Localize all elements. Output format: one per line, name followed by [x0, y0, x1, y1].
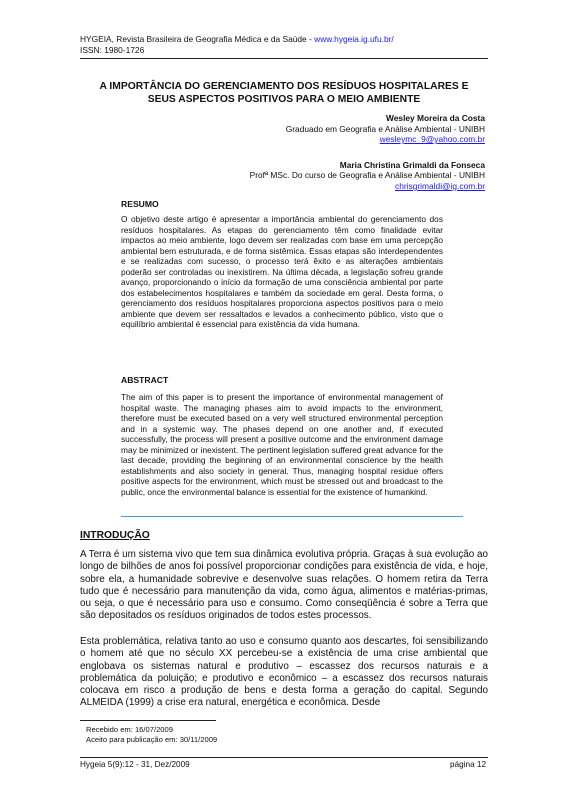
resumo-text: O objetivo deste artigo é apresentar a importância ambiental do gerenciamento dos resíduos hospitalares. As etapas do gerenciamento têm como finalidade evitar impactos ao meio ambiente, logo devem ser realizadas com base em uma percepção ambiental bem estruturada, e de forma sistêmica. Essas etapas são interdependentes e se realizadas com sucesso, o processo terá êxito e as alterações ambientais poderão ser controladas ou inexistirem. Na última década, a legislação sofreu grande avanço, proporcionando o início da formação de uma consciência ambiental por parte dos estabelecimentos hospitalares e também da sociedade em geral. Desta forma, o gerenciamento dos resíduos hospitalares proporciona aspectos positivos para o meio ambiente que devem ser ressaltados e levados a conhecimento público, visto que o equilíbrio ambiental é essencial para existência da vida humana. [121, 214, 443, 329]
introducao-body-cont [80, 636, 488, 710]
introducao-body [80, 549, 488, 623]
header-divider [80, 58, 488, 59]
journal-url-link[interactable]: www.hygeia.ig.ufu.br/ [314, 34, 394, 44]
journal-title-line [80, 34, 394, 45]
introducao-paragraph-2: Esta problemática, relativa tanto ao uso e consumo quanto aos descartes, foi sensibilizando o homem até que no século XX percebeu-se a existência de uma crise ambiental que englobava os sistemas natural e produtivo – escassez dos recursos naturais e a problemática da poluição; e produtivo e econômico – a escassez dos recursos naturais colocava em risco a produção de bens e desta forma a geração do capital. Segundo ALMEIDA (1999) a crise era natural, energética e econômica. Desde [80, 636, 488, 709]
abstract-heading: ABSTRACT [121, 375, 169, 385]
issn: ISSN: 1980-1726 [80, 44, 145, 55]
journal-name: HYGEIA, Revista Brasileira de Geografia Médica e da Saúde - [80, 34, 315, 44]
author-1-name: Wesley Moreira da Costa [386, 113, 485, 123]
author-2-email-link[interactable]: chrisgrimaldi@ig.com.br [395, 180, 485, 191]
abstract-text: The aim of this paper is to present the importance of environmental management of hospital waste. The managing phases aim to avoid impacts to the environment, therefore must be executed based on a very well structured environmental perception and in a systemic way. The phases depend on one another and, if executed successfully, the process will present a positive outcome and the environment damage may be minimized or inexistent. The pertinent legislation suffered great advance for the last decade, providing the beginning of an environmental conscience by the health establishments and also society in general. Thus, managing hospital residue offers positive aspects for the environment, which must be stressed out and broadcast to the public, once the environmental balance is essential for the existence of humankind. [121, 392, 443, 497]
author-1-affiliation: Graduado em Geografia e Análise Ambiental - UNIBH [285, 123, 485, 134]
introducao-heading: INTRODUÇÃO [80, 530, 150, 541]
footnotes [86, 725, 217, 745]
page-number: página 12 [450, 760, 486, 769]
received-date: Recebido em: 16/07/2009 [86, 725, 173, 734]
article-title [80, 81, 488, 106]
author-1-email-link[interactable]: wesleymc_9@yahoo.com.br [379, 134, 485, 145]
journal-header [80, 34, 394, 55]
title-line-2: SEUS ASPECTOS POSITIVOS PARA O MEIO AMBIENTE [147, 93, 421, 105]
footer-divider [80, 757, 488, 758]
resumo-heading: RESUMO [121, 199, 159, 209]
author-block [105, 113, 485, 192]
footnote-divider [80, 720, 216, 721]
title-line-1: A IMPORTÂNCIA DO GERENCIAMENTO DOS RESÍDUOS HOSPITALARES E [99, 81, 469, 92]
introducao-paragraph-1: A Terra é um sistema vivo que tem sua dinâmica evolutiva própria. Graças à sua evolução ao longo de bilhões de anos foi possível proporcionar condições para existência de vida, e hoje, sobre ela, a humanidade sobrevive e desenvolve suas relações. O homem retira da Terra tudo que é necessário para manutenção da vida, como água, alimentos e matérias-primas, ou seja, o que é necessário para uso e consumo. Como conseqüência é sobre a Terra que são depositados os resíduos originados de todos estes processos. [80, 549, 488, 622]
author-2-name: Maria Christina Grimaldi da Fonseca [339, 159, 485, 170]
accepted-date: Aceito para publicação em: 30/11/2009 [86, 735, 218, 744]
section-divider [121, 516, 463, 517]
footer-citation: Hygeia 5(9):12 - 31, Dez/2009 [80, 760, 190, 769]
author-2-affiliation: Profª MSc. Do curso de Geografia e Análise Ambiental - UNIBH [249, 170, 485, 181]
